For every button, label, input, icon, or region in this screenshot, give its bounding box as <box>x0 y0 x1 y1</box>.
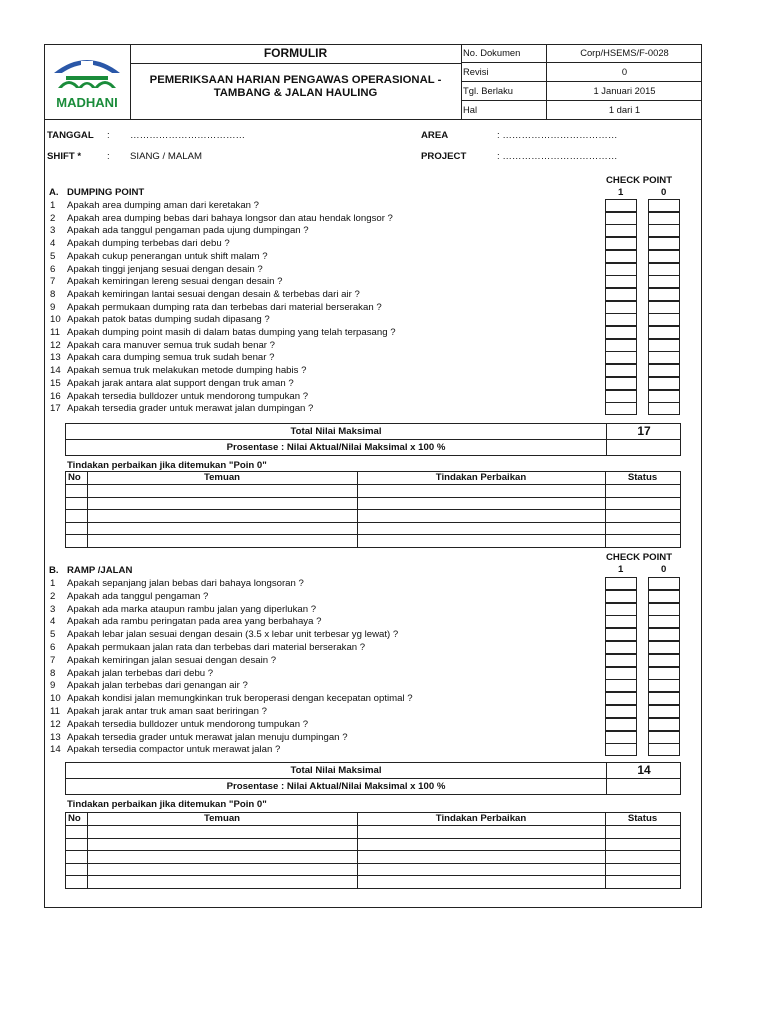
total-value: 17 <box>606 424 681 439</box>
checkbox-point-0[interactable] <box>648 577 680 590</box>
logo-cell <box>44 44 131 119</box>
question-number: 1 <box>50 578 56 589</box>
question-number: 16 <box>50 390 61 402</box>
question-text: Apakah lebar jalan sesuai dengan desain (3.5 x lebar unit terbesar yg lewat) ? <box>67 629 399 641</box>
section-title: DUMPING POINT <box>67 187 145 198</box>
question-number: 2 <box>50 212 56 224</box>
checkbox-point-1[interactable] <box>605 377 637 390</box>
total-label: Total Nilai Maksimal <box>290 426 382 437</box>
meta-key: Revisi <box>463 63 547 81</box>
question-text: Apakah cara dumping semua truk sudah benar ? <box>67 352 275 364</box>
question-number: 3 <box>50 225 56 237</box>
question-text: Apakah dumping point masih di dalam batas dumping yang telah terpasang ? <box>67 327 396 338</box>
question-text: Apakah sepanjang jalan bebas dari bahaya longsoran ? <box>67 578 304 589</box>
question-number: 12 <box>50 339 61 351</box>
checkbox-point-1[interactable] <box>605 615 637 628</box>
question-text: Apakah kemiringan lantai sesuai dengan desain & terbebas dari air ? <box>67 288 360 300</box>
question-number: 9 <box>50 680 56 692</box>
checkbox-point-0[interactable] <box>648 731 680 744</box>
checkbox-point-0[interactable] <box>648 313 680 326</box>
checkbox-point-0[interactable] <box>648 326 680 339</box>
question-number: 11 <box>50 327 60 338</box>
action-table-header <box>66 472 680 485</box>
checkbox-point-1[interactable] <box>605 731 637 744</box>
percent-value[interactable] <box>606 440 681 455</box>
action-table <box>65 812 681 889</box>
question-number: 11 <box>50 706 60 717</box>
question-text: Apakah kemiringan lereng sesuai dengan desain ? <box>67 276 283 288</box>
question-number: 10 <box>50 693 61 705</box>
total-label: Total Nilai Maksimal <box>290 765 382 776</box>
action-title: Tindakan perbaikan jika ditemukan "Poin 0" <box>67 460 267 471</box>
checkbox-point-1[interactable] <box>605 705 637 718</box>
question-number: 15 <box>50 377 61 389</box>
question-number: 10 <box>50 314 61 326</box>
checkbox-point-1[interactable] <box>605 390 637 403</box>
percent-value[interactable] <box>606 779 681 794</box>
action-header-cell: Tindakan Perbaikan <box>435 472 527 483</box>
question-text: Apakah ada rambu peringatan pada area yang berbahaya ? <box>67 616 322 628</box>
form-title-line2: TAMBANG & JALAN HAULING <box>213 87 378 99</box>
question-number: 1 <box>50 200 56 211</box>
question-text: Apakah jalan terbebas dari genangan air ? <box>67 680 248 692</box>
action-header-cell: Tindakan Perbaikan <box>435 813 527 824</box>
title-cell <box>130 44 462 119</box>
checkbox-point-0[interactable] <box>648 705 680 718</box>
check-point-label: CHECK POINT <box>606 175 673 186</box>
checkbox-point-0[interactable] <box>648 237 680 250</box>
question-number: 3 <box>50 603 56 615</box>
question-number: 6 <box>50 642 56 653</box>
question-text: Apakah jalan terbebas dari debu ? <box>67 667 214 679</box>
checkbox-point-1[interactable] <box>605 339 637 352</box>
checkbox-point-0[interactable] <box>648 224 680 237</box>
checkbox-point-1[interactable] <box>605 237 637 250</box>
question-text: Apakah kondisi jalan memungkinkan truk beroperasi dengan kecepatan optimal ? <box>67 693 413 705</box>
checkbox-point-0[interactable] <box>648 402 680 415</box>
action-table-row[interactable] <box>66 498 680 510</box>
question-text: Apakah jarak antara alat support dengan truk aman ? <box>67 377 294 389</box>
meta-value: 1 Januari 2015 <box>593 85 656 96</box>
shift-label: SHIFT * <box>47 151 82 162</box>
question-text: Apakah ada tanggul pengaman ? <box>67 590 209 602</box>
checkbox-point-0[interactable] <box>648 390 680 403</box>
checkbox-point-1[interactable] <box>605 288 637 301</box>
checkbox-point-1[interactable] <box>605 743 637 756</box>
check-point-col-0: 0 <box>661 187 667 198</box>
meta-key: Tgl. Berlaku <box>463 82 547 100</box>
question-text: Apakah dumping terbebas dari debu ? <box>67 238 230 250</box>
checkbox-point-0[interactable] <box>648 250 680 263</box>
question-text: Apakah tinggi jenjang sesuai dengan desain ? <box>67 263 263 275</box>
checkbox-point-1[interactable] <box>605 603 637 616</box>
checkbox-point-1[interactable] <box>605 250 637 263</box>
action-header-cell: Temuan <box>203 472 241 483</box>
checkbox-point-0[interactable] <box>648 377 680 390</box>
checkbox-point-0[interactable] <box>648 641 680 654</box>
section-letter: A. <box>49 187 59 198</box>
action-table-row[interactable] <box>66 523 680 535</box>
percent-row <box>66 440 680 455</box>
checkbox-point-1[interactable] <box>605 351 637 364</box>
question-number: 2 <box>50 590 56 602</box>
question-text: Apakah patok batas dumping sudah dipasang ? <box>67 314 270 326</box>
checkbox-point-0[interactable] <box>648 339 680 352</box>
action-title: Tindakan perbaikan jika ditemukan "Poin 0" <box>67 799 267 810</box>
checkbox-point-1[interactable] <box>605 199 637 212</box>
meta-value: 0 <box>621 66 628 77</box>
checkbox-point-1[interactable] <box>605 692 637 705</box>
checkbox-point-0[interactable] <box>648 275 680 288</box>
question-number: 9 <box>50 301 56 313</box>
tanggal-field[interactable]: ……………………………… <box>130 130 246 141</box>
meta-key: No. Dokumen <box>463 44 547 62</box>
meta-value: 1 dari 1 <box>608 104 641 115</box>
action-table-row[interactable] <box>66 851 680 863</box>
checkbox-point-1[interactable] <box>605 364 637 377</box>
question-number: 4 <box>50 616 56 628</box>
checkbox-point-1[interactable] <box>605 679 637 692</box>
question-text: Apakah cukup penerangan untuk shift malam ? <box>67 250 268 262</box>
question-number: 8 <box>50 288 56 300</box>
madhani-logo <box>44 44 130 119</box>
checkbox-point-0[interactable] <box>648 590 680 603</box>
question-text: Apakah kemiringan jalan sesuai dengan desain ? <box>67 654 277 666</box>
question-text: Apakah area dumping aman dari keretakan ? <box>67 200 259 211</box>
question-number: 17 <box>50 403 61 415</box>
area-field[interactable]: : ……………………………… <box>497 130 618 141</box>
question-number: 4 <box>50 238 56 250</box>
checkbox-point-1[interactable] <box>605 263 637 276</box>
action-table-row[interactable] <box>66 864 680 876</box>
checkbox-point-0[interactable] <box>648 603 680 616</box>
total-row <box>66 763 680 779</box>
total-value: 14 <box>606 763 681 778</box>
checkbox-point-1[interactable] <box>605 212 637 225</box>
question-text: Apakah jarak antar truk aman saat beriringan ? <box>67 706 267 717</box>
question-text: Apakah semua truk melakukan metode dumping habis ? <box>67 365 307 377</box>
checkbox-point-1[interactable] <box>605 590 637 603</box>
shift-colon: : <box>107 151 110 162</box>
question-text: Apakah tersedia bulldozer untuk mendorong tumpukan ? <box>67 390 309 402</box>
checkbox-point-1[interactable] <box>605 313 637 326</box>
checkbox-point-0[interactable] <box>648 615 680 628</box>
question-number: 5 <box>50 250 56 262</box>
action-table-header <box>66 813 680 826</box>
section-title: RAMP /JALAN <box>67 565 133 576</box>
logo-text: MADHANI <box>56 95 118 110</box>
action-header-cell: Status <box>627 472 658 483</box>
question-number: 8 <box>50 667 56 679</box>
question-number: 13 <box>50 731 61 743</box>
checkbox-point-0[interactable] <box>648 692 680 705</box>
action-table-row[interactable] <box>66 839 680 851</box>
tanggal-colon: : <box>107 130 110 141</box>
action-table-row[interactable] <box>66 485 680 497</box>
question-number: 12 <box>50 718 61 730</box>
checkbox-point-1[interactable] <box>605 641 637 654</box>
total-table <box>65 423 681 456</box>
action-header-cell: Status <box>627 813 658 824</box>
shift-field[interactable]: SIANG / MALAM <box>130 151 202 162</box>
question-number: 6 <box>50 263 56 275</box>
question-text: Apakah permukaan dumping rata dan terbebas dari material berserakan ? <box>67 301 382 313</box>
form-label: FORMULIR <box>130 44 461 64</box>
question-number: 7 <box>50 276 56 288</box>
action-table-row[interactable] <box>66 510 680 522</box>
meta-row <box>461 82 702 101</box>
checkbox-point-0[interactable] <box>648 288 680 301</box>
checkbox-point-0[interactable] <box>648 364 680 377</box>
percent-label: Prosentase : Nilai Aktual/Nilai Maksimal x 100 % <box>226 781 446 792</box>
question-number: 13 <box>50 352 61 364</box>
tanggal-label: TANGGAL <box>47 130 94 141</box>
question-number: 14 <box>50 365 61 377</box>
question-number: 7 <box>50 654 56 666</box>
action-table-row[interactable] <box>66 826 680 838</box>
check-point-col-1: 1 <box>618 564 624 575</box>
form-title <box>130 74 461 100</box>
checkbox-point-0[interactable] <box>648 301 680 314</box>
checkbox-point-0[interactable] <box>648 212 680 225</box>
checkbox-point-0[interactable] <box>648 263 680 276</box>
checkbox-point-1[interactable] <box>605 654 637 667</box>
checkbox-point-1[interactable] <box>605 224 637 237</box>
checkbox-point-0[interactable] <box>648 667 680 680</box>
question-text: Apakah tersedia bulldozer untuk mendorong tumpukan ? <box>67 718 309 730</box>
checkbox-point-1[interactable] <box>605 402 637 415</box>
question-text: Apakah tersedia compactor untuk merawat jalan ? <box>67 744 281 756</box>
question-number: 5 <box>50 629 56 641</box>
checkbox-point-0[interactable] <box>648 743 680 756</box>
question-text: Apakah permukaan jalan rata dan terbebas dari material berserakan ? <box>67 642 366 653</box>
project-field[interactable]: : ……………………………… <box>497 151 618 162</box>
check-point-col-0: 0 <box>661 564 667 575</box>
action-table-row[interactable] <box>66 876 680 888</box>
question-text: Apakah area dumping bebas dari bahaya longsor dan atau hendak longsor ? <box>67 212 393 224</box>
checkbox-point-1[interactable] <box>605 577 637 590</box>
check-point-col-1: 1 <box>618 187 624 198</box>
meta-row <box>461 44 702 63</box>
form-header <box>44 44 702 120</box>
checkbox-point-1[interactable] <box>605 628 637 641</box>
section-letter: B. <box>49 565 59 576</box>
percent-row <box>66 779 680 794</box>
percent-label: Prosentase : Nilai Aktual/Nilai Maksimal x 100 % <box>226 442 446 453</box>
checkbox-point-1[interactable] <box>605 275 637 288</box>
checkbox-point-1[interactable] <box>605 301 637 314</box>
action-header-cell: No <box>68 472 81 483</box>
question-text: Apakah ada tanggul pengaman pada ujung dumpingan ? <box>67 225 309 237</box>
meta-row <box>461 63 702 82</box>
meta-key: Hal <box>463 101 547 119</box>
total-row <box>66 424 680 440</box>
checkbox-point-0[interactable] <box>648 654 680 667</box>
action-table-row[interactable] <box>66 535 680 547</box>
checkbox-point-0[interactable] <box>648 351 680 364</box>
question-text: Apakah ada marka ataupun rambu jalan yang diperlukan ? <box>67 603 317 615</box>
checkbox-point-0[interactable] <box>648 718 680 731</box>
project-label: PROJECT <box>421 151 467 162</box>
check-point-label: CHECK POINT <box>606 552 673 563</box>
question-number: 14 <box>50 744 61 756</box>
action-header-cell: Temuan <box>203 813 241 824</box>
action-table <box>65 471 681 548</box>
checkbox-point-0[interactable] <box>648 679 680 692</box>
form-title-line1: PEMERIKSAAN HARIAN PENGAWAS OPERASIONAL - <box>149 74 442 86</box>
total-table <box>65 762 681 795</box>
question-text: Apakah tersedia grader untuk merawat jalan dumpingan ? <box>67 403 314 415</box>
question-text: Apakah cara manuver semua truk sudah benar ? <box>67 339 275 351</box>
checkbox-point-0[interactable] <box>648 199 680 212</box>
meta-row <box>461 101 702 119</box>
checkbox-point-1[interactable] <box>605 667 637 680</box>
meta-value: Corp/HSEMS/F-0028 <box>580 47 669 58</box>
checkbox-point-0[interactable] <box>648 628 680 641</box>
question-text: Apakah tersedia grader untuk merawat jalan menuju dumpingan ? <box>67 731 348 743</box>
checkbox-point-1[interactable] <box>605 718 637 731</box>
area-label: AREA <box>421 130 449 141</box>
checkbox-point-1[interactable] <box>605 326 637 339</box>
action-header-cell: No <box>68 813 81 824</box>
